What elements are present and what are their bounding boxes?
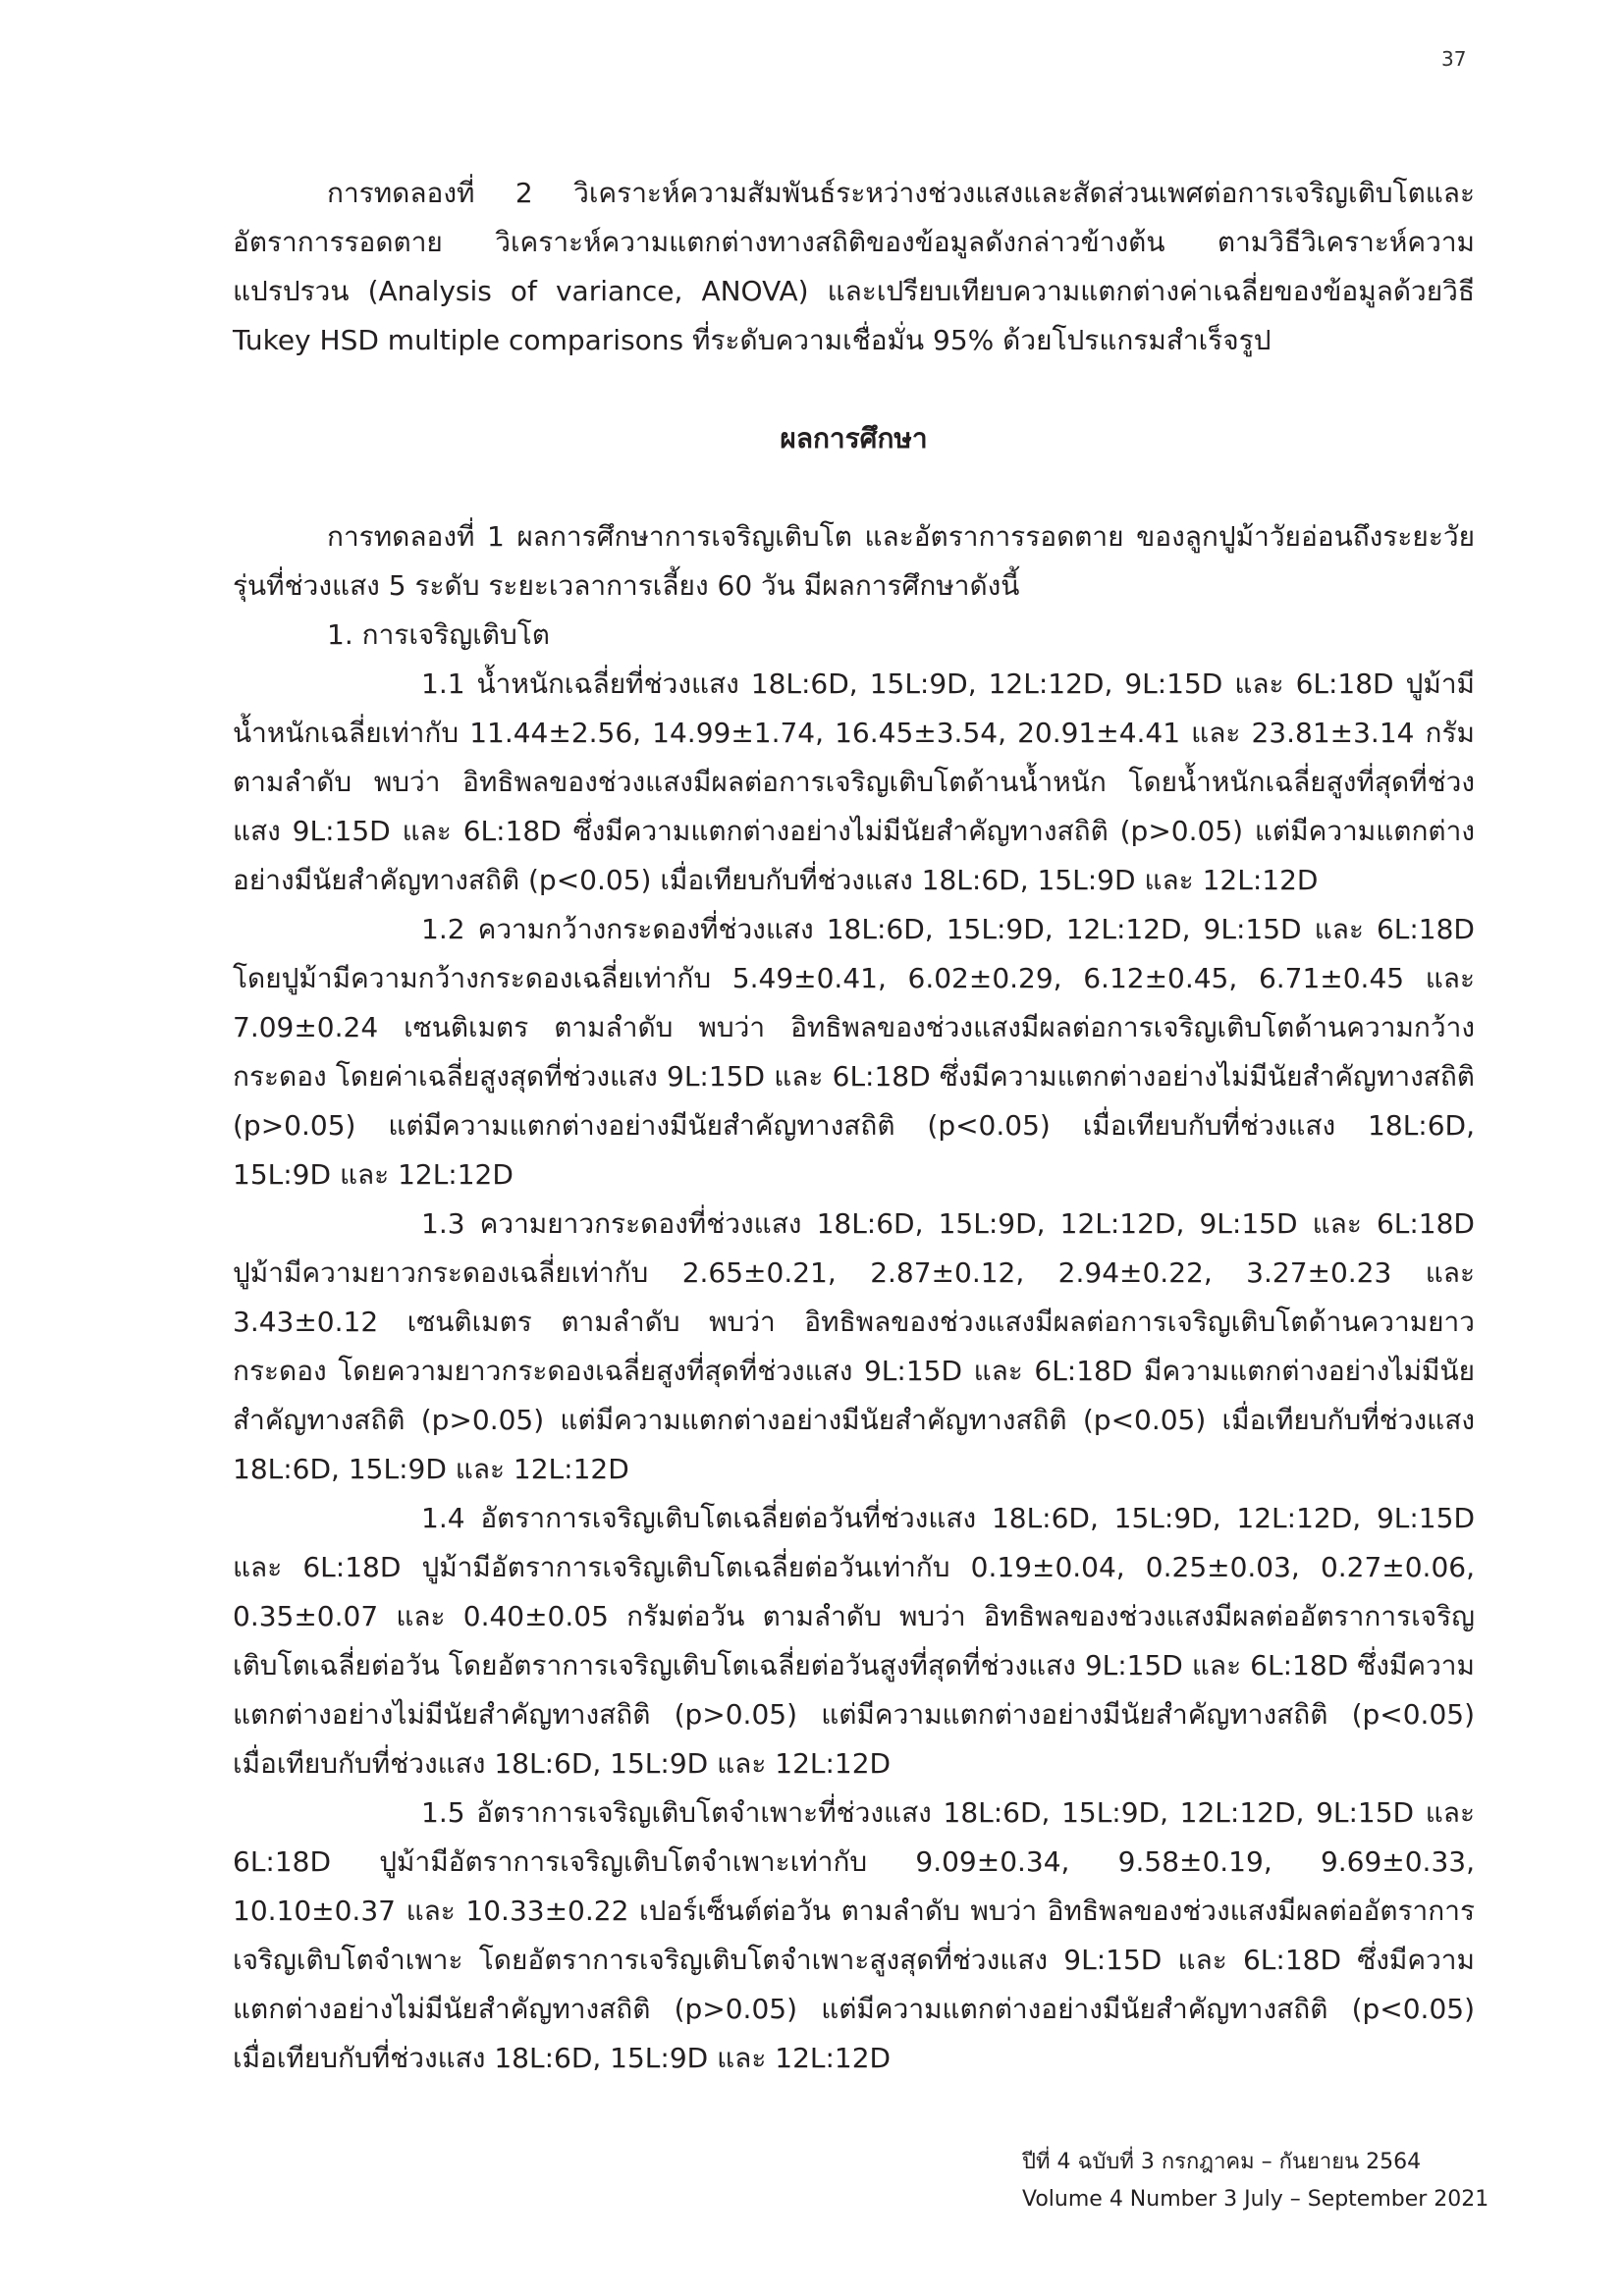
paragraph-1-1-weight: 1.1 น้ำหนักเฉลี่ยที่ช่วงแสง 18L:6D, 15L:9D, 12L:12D, 9L:15D และ 6L:18D ปูม้ามีน้ำหนักเฉลี่ยเท่ากับ 11.44±2.56, 14.99±1.74, 16.45±3.54, 20.91±4.41 และ 23.81±3.14 กรัม ตามลำดับ พบว่า อิทธิพลของช่วงแสงมีผลต่อการเจริญเติบโตด้านน้ำหนัก โดยน้ำหนักเฉลี่ยสูงที่สุดที่ช่วงแสง 9L:15D และ 6L:18D ซึ่งมีความแตกต่างอย่างไม่มีนัยสำคัญทางสถิติ (p>0.05) แต่มีความแตกต่างอย่างมีนัยสำคัญทางสถิติ (p<0.05) เมื่อเทียบกับที่ช่วงแสง 18L:6D, 15L:9D และ 12L:12D — [233, 667, 1475, 896]
paragraph-1-4-daily-growth-rate: 1.4 อัตราการเจริญเติบโตเฉลี่ยต่อวันที่ช่วงแสง 18L:6D, 15L:9D, 12L:12D, 9L:15D และ 6L:18D ปูม้ามีอัตราการเจริญเติบโตเฉลี่ยต่อวันเท่ากับ 0.19±0.04, 0.25±0.03, 0.27±0.06, 0.35±0.07 และ 0.40±0.05 กรัมต่อวัน ตามลำดับ พบว่า อิทธิพลของช่วงแสงมีผลต่ออัตราการเจริญเติบโตเฉลี่ยต่อวัน โดยอัตราการเจริญเติบโตเฉลี่ยต่อวันสูงที่สุดที่ช่วงแสง 9L:15D และ 6L:18D ซึ่งมีความแตกต่างอย่างไม่มีนัยสำคัญทางสถิติ (p>0.05) แต่มีความแตกต่างอย่างมีนัยสำคัญทางสถิติ (p<0.05) เมื่อเทียบกับที่ช่วงแสง 18L:6D, 15L:9D และ 12L:12D — [233, 1502, 1475, 1780]
subheading-growth: 1. การเจริญเติบโต — [327, 618, 550, 651]
paragraph-1-2-carapace-width: 1.2 ความกว้างกระดองที่ช่วงแสง 18L:6D, 15L:9D, 12L:12D, 9L:15D และ 6L:18D โดยปูม้ามีความกว้างกระดองเฉลี่ยเท่ากับ 5.49±0.41, 6.02±0.29, 6.12±0.45, 6.71±0.45 และ 7.09±0.24 เซนติเมตร ตามลำดับ พบว่า อิทธิพลของช่วงแสงมีผลต่อการเจริญเติบโตด้านความกว้างกระดอง โดยค่าเฉลี่ยสูงสุดที่ช่วงแสง 9L:15D และ 6L:18D ซึ่งมีความแตกต่างอย่างไม่มีนัยสำคัญทางสถิติ (p>0.05) แต่มีความแตกต่างอย่างมีนัยสำคัญทางสถิติ (p<0.05) เมื่อเทียบกับที่ช่วงแสง 18L:6D, 15L:9D และ 12L:12D — [233, 913, 1475, 1191]
paragraph-experiment-1-intro: การทดลองที่ 1 ผลการศึกษาการเจริญเติบโต และอัตราการรอดตาย ของลูกปูม้าวัยอ่อนถึงระยะวัยรุ่นที่ช่วงแสง 5 ระดับ ระยะเวลาการเลี้ยง 60 วัน มีผลการศึกษาดังนี้ — [233, 520, 1475, 602]
paragraph-1-5-specific-growth-rate: 1.5 อัตราการเจริญเติบโตจำเพาะที่ช่วงแสง 18L:6D, 15L:9D, 12L:12D, 9L:15D และ 6L:18D ปูม้ามีอัตราการเจริญเติบโตจำเพาะเท่ากับ 9.09±0.34, 9.58±0.19, 9.69±0.33, 10.10±0.37 และ 10.33±0.22 เปอร์เซ็นต์ต่อวัน ตามลำดับ พบว่า อิทธิพลของช่วงแสงมีผลต่ออัตราการเจริญเติบโตจำเพาะ โดยอัตราการเจริญเติบโตจำเพาะสูงสุดที่ช่วงแสง 9L:15D และ 6L:18D ซึ่งมีความแตกต่างอย่างไม่มีนัยสำคัญทางสถิติ (p>0.05) แต่มีความแตกต่างอย่างมีนัยสำคัญทางสถิติ (p<0.05) เมื่อเทียบกับที่ช่วงแสง 18L:6D, 15L:9D และ 12L:12D — [233, 1796, 1475, 2074]
footer-volume-thai: ปีที่ 4 ฉบับที่ 3 กรกฎาคม – กันยายน 2564 — [1022, 2150, 1422, 2174]
page-number: 37 — [1441, 47, 1467, 71]
section-heading-results: ผลการศึกษา — [780, 422, 928, 454]
footer-volume-english: Volume 4 Number 3 July – September 2021 — [1022, 2187, 1489, 2212]
paragraph-experiment-2-method: การทดลองที่ 2 วิเคราะห์ความสัมพันธ์ระหว่างช่วงแสงและสัดส่วนเพศต่อการเจริญเติบโตและอัตราการรอดตาย วิเคราะห์ความแตกต่างทางสถิติของข้อมูลดังกล่าวข้างต้น ตามวิธีวิเคราะห์ความแปรปรวน (Analysis of variance, ANOVA) และเปรียบเทียบความแตกต่างค่าเฉลี่ยของข้อมูลด้วยวิธี Tukey HSD multiple comparisons ที่ระดับความเชื่อมั่น 95% ด้วยโปรแกรมสำเร็จรูป — [233, 177, 1475, 356]
document-body — [233, 169, 1475, 2083]
paragraph-1-3-carapace-length: 1.3 ความยาวกระดองที่ช่วงแสง 18L:6D, 15L:9D, 12L:12D, 9L:15D และ 6L:18D ปูม้ามีความยาวกระดองเฉลี่ยเท่ากับ 2.65±0.21, 2.87±0.12, 2.94±0.22, 3.27±0.23 และ 3.43±0.12 เซนติเมตร ตามลำดับ พบว่า อิทธิพลของช่วงแสงมีผลต่อการเจริญเติบโตด้านความยาวกระดอง โดยความยาวกระดองเฉลี่ยสูงที่สุดที่ช่วงแสง 9L:15D และ 6L:18D มีความแตกต่างอย่างไม่มีนัยสำคัญทางสถิติ (p>0.05) แต่มีความแตกต่างอย่างมีนัยสำคัญทางสถิติ (p<0.05) เมื่อเทียบกับที่ช่วงแสง 18L:6D, 15L:9D และ 12L:12D — [233, 1207, 1475, 1485]
journal-footer — [1022, 2144, 1489, 2218]
